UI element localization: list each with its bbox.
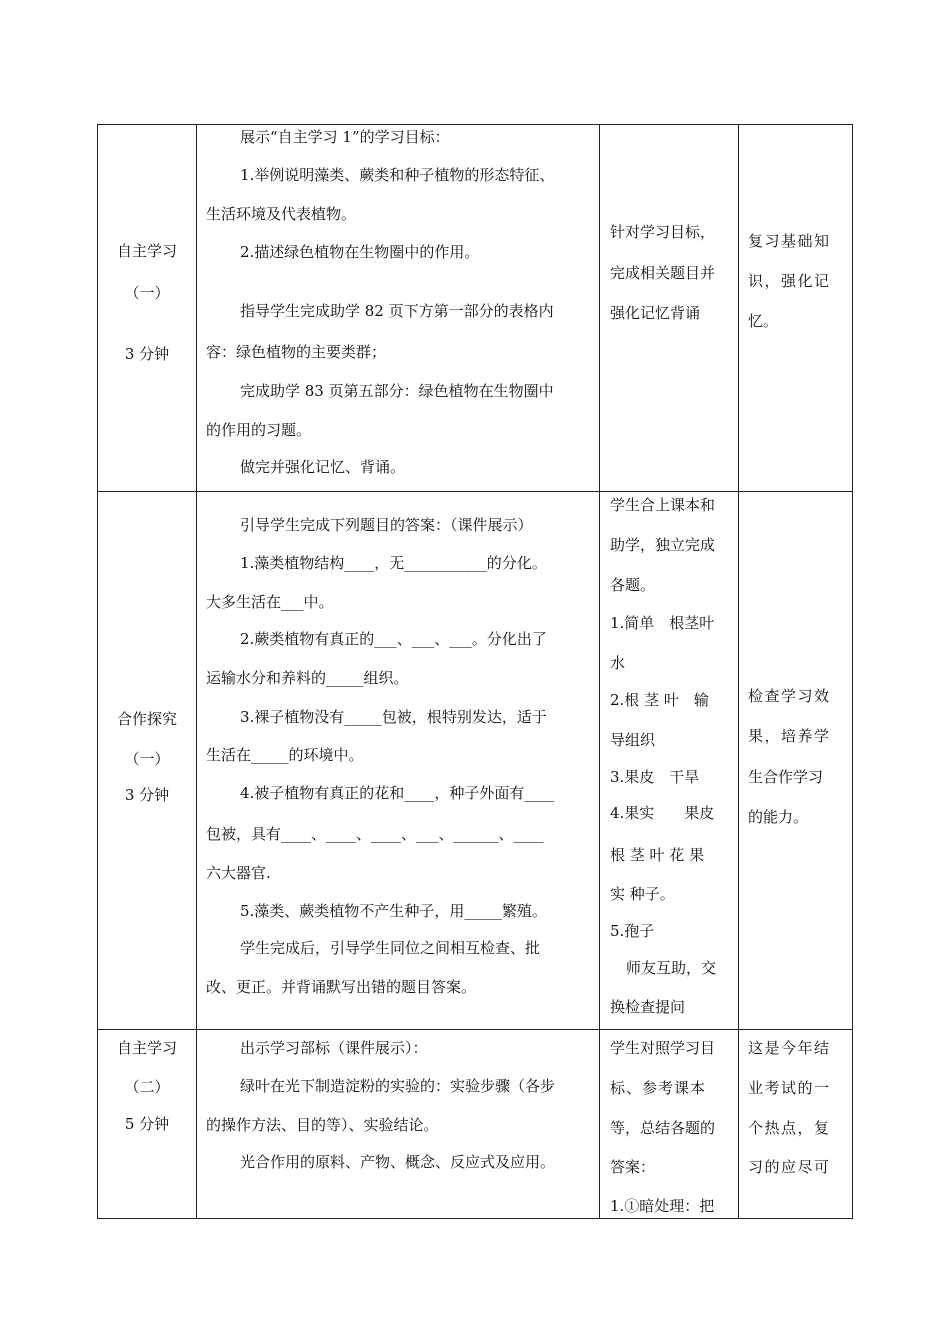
teacher-line: 2.蕨类植物有真正的___、___、___。分化出了 <box>240 630 547 648</box>
student-line: 实 种子。 <box>610 885 675 903</box>
teacher-line: 5.藻类、蕨类植物不产生种子，用_____繁殖。 <box>240 902 547 920</box>
stage-name: 合作探究 <box>116 710 177 728</box>
teacher-line: 容：绿色植物的主要类群； <box>206 343 387 361</box>
teacher-line: 绿叶在光下制造淀粉的实验的：实验步骤（各步 <box>240 1077 556 1095</box>
stage-duration: 3 分钟 <box>124 345 170 363</box>
student-line: 2.根 茎 叶 输 <box>610 691 709 709</box>
row-divider-2 <box>97 1029 853 1030</box>
student-line: 导组织 <box>610 731 656 749</box>
table-border-bottom <box>97 1218 853 1219</box>
teacher-line: 的操作方法、目的等）、实验结论。 <box>206 1116 439 1134</box>
student-line: 完成相关题目并 <box>610 264 716 282</box>
purpose-line: 生合作学习 <box>748 768 824 786</box>
student-line: 根 茎 叶 花 果 <box>610 846 705 864</box>
teacher-line: 包被，具有____、____、____、___、______、____ <box>206 825 544 843</box>
student-line: 师友互助，交 <box>626 959 717 977</box>
purpose-line: 果，培养学 <box>748 727 831 745</box>
teacher-line: 学生完成后，引导学生同位之间相互检查、批 <box>240 939 541 957</box>
student-line: 针对学习目标， <box>610 223 716 241</box>
purpose-line: 个热点，复 <box>748 1119 831 1137</box>
teacher-line: 生活在_____的环境中。 <box>206 746 364 764</box>
student-line: 学生合上课本和 <box>610 496 716 514</box>
teacher-line: 4.被子植物有真正的花和____，种子外面有____ <box>240 784 555 802</box>
teacher-line: 光合作用的原料、产物、概念、反应式及应用。 <box>240 1153 556 1171</box>
student-line: 换检查提问 <box>610 998 686 1016</box>
student-line: 学生对照学习目 <box>610 1039 716 1057</box>
student-line: 1.简单 根茎叶 <box>610 614 715 632</box>
student-line: 助学，独立完成 <box>610 536 716 554</box>
teacher-line: 3.裸子植物没有_____包被，根特别发达，适于 <box>240 708 547 726</box>
stage-name: 自主学习 <box>116 242 177 260</box>
stage-name: 自主学习 <box>116 1039 177 1057</box>
purpose-line: 检查学习效 <box>748 687 831 705</box>
stage-duration: 5 分钟 <box>124 1115 170 1133</box>
student-line: 标、参考课本 <box>610 1079 707 1097</box>
stage-number: （二） <box>124 1078 170 1096</box>
purpose-line: 忆。 <box>748 312 779 330</box>
purpose-line: 习的应尽可 <box>748 1158 831 1176</box>
purpose-line: 复习基础知 <box>748 232 831 250</box>
teacher-line: 的作用的习题。 <box>206 421 312 439</box>
row-divider-1 <box>97 491 853 492</box>
table-border-top <box>97 124 853 125</box>
col-divider-2 <box>599 124 600 1219</box>
student-line: 3.果皮 干旱 <box>610 768 700 786</box>
purpose-line: 识，强化记 <box>748 272 831 290</box>
teacher-line: 1.藻类植物结构____，无___________的分化。 <box>240 554 547 572</box>
purpose-line: 的能力。 <box>748 808 809 826</box>
stage-number: （一） <box>124 284 170 302</box>
teacher-line: 运输水分和养料的_____组织。 <box>206 669 409 687</box>
teacher-line: 引导学生完成下列题目的答案：（课件展示） <box>240 516 533 534</box>
teacher-line: 2.描述绿色植物在生物圈中的作用。 <box>240 243 480 261</box>
stage-number: （一） <box>124 750 170 768</box>
student-line: 5.孢子 <box>610 922 655 940</box>
teacher-line: 改、更正。并背诵默写出错的题目答案。 <box>206 978 477 996</box>
purpose-line: 业考试的一 <box>748 1079 831 1097</box>
teacher-line: 做完并强化记忆、背诵。 <box>240 458 406 476</box>
purpose-line: 这是今年结 <box>748 1039 831 1057</box>
col-divider-3 <box>738 124 739 1219</box>
student-line: 水 <box>610 654 626 672</box>
table-border-right <box>852 124 853 1219</box>
teacher-line: 完成助学 83 页第五部分：绿色植物在生物圈中 <box>240 382 554 400</box>
student-line: 各题。 <box>610 576 656 594</box>
stage-duration: 3 分钟 <box>124 786 170 804</box>
teacher-line: 生活环境及代表植物。 <box>206 205 357 223</box>
student-line: 答案： <box>610 1158 656 1176</box>
student-line: 1.①暗处理：把 <box>610 1197 715 1215</box>
teacher-line: 出示学习部标（课件展示）： <box>240 1039 428 1057</box>
teacher-line: 展示“自主学习 1”的学习目标： <box>240 128 450 146</box>
student-line: 等，总结各题的 <box>610 1119 716 1137</box>
teacher-line: 大多生活在___中。 <box>206 593 334 611</box>
teacher-line: 1.举例说明藻类、蕨类和种子植物的形态特征、 <box>240 166 555 184</box>
student-line: 强化记忆背诵 <box>610 304 701 322</box>
teacher-line: 指导学生完成助学 82 页下方第一部分的表格内 <box>240 302 554 320</box>
teacher-line: 六大器官. <box>206 864 271 882</box>
student-line: 4.果实 果皮 <box>610 804 715 822</box>
